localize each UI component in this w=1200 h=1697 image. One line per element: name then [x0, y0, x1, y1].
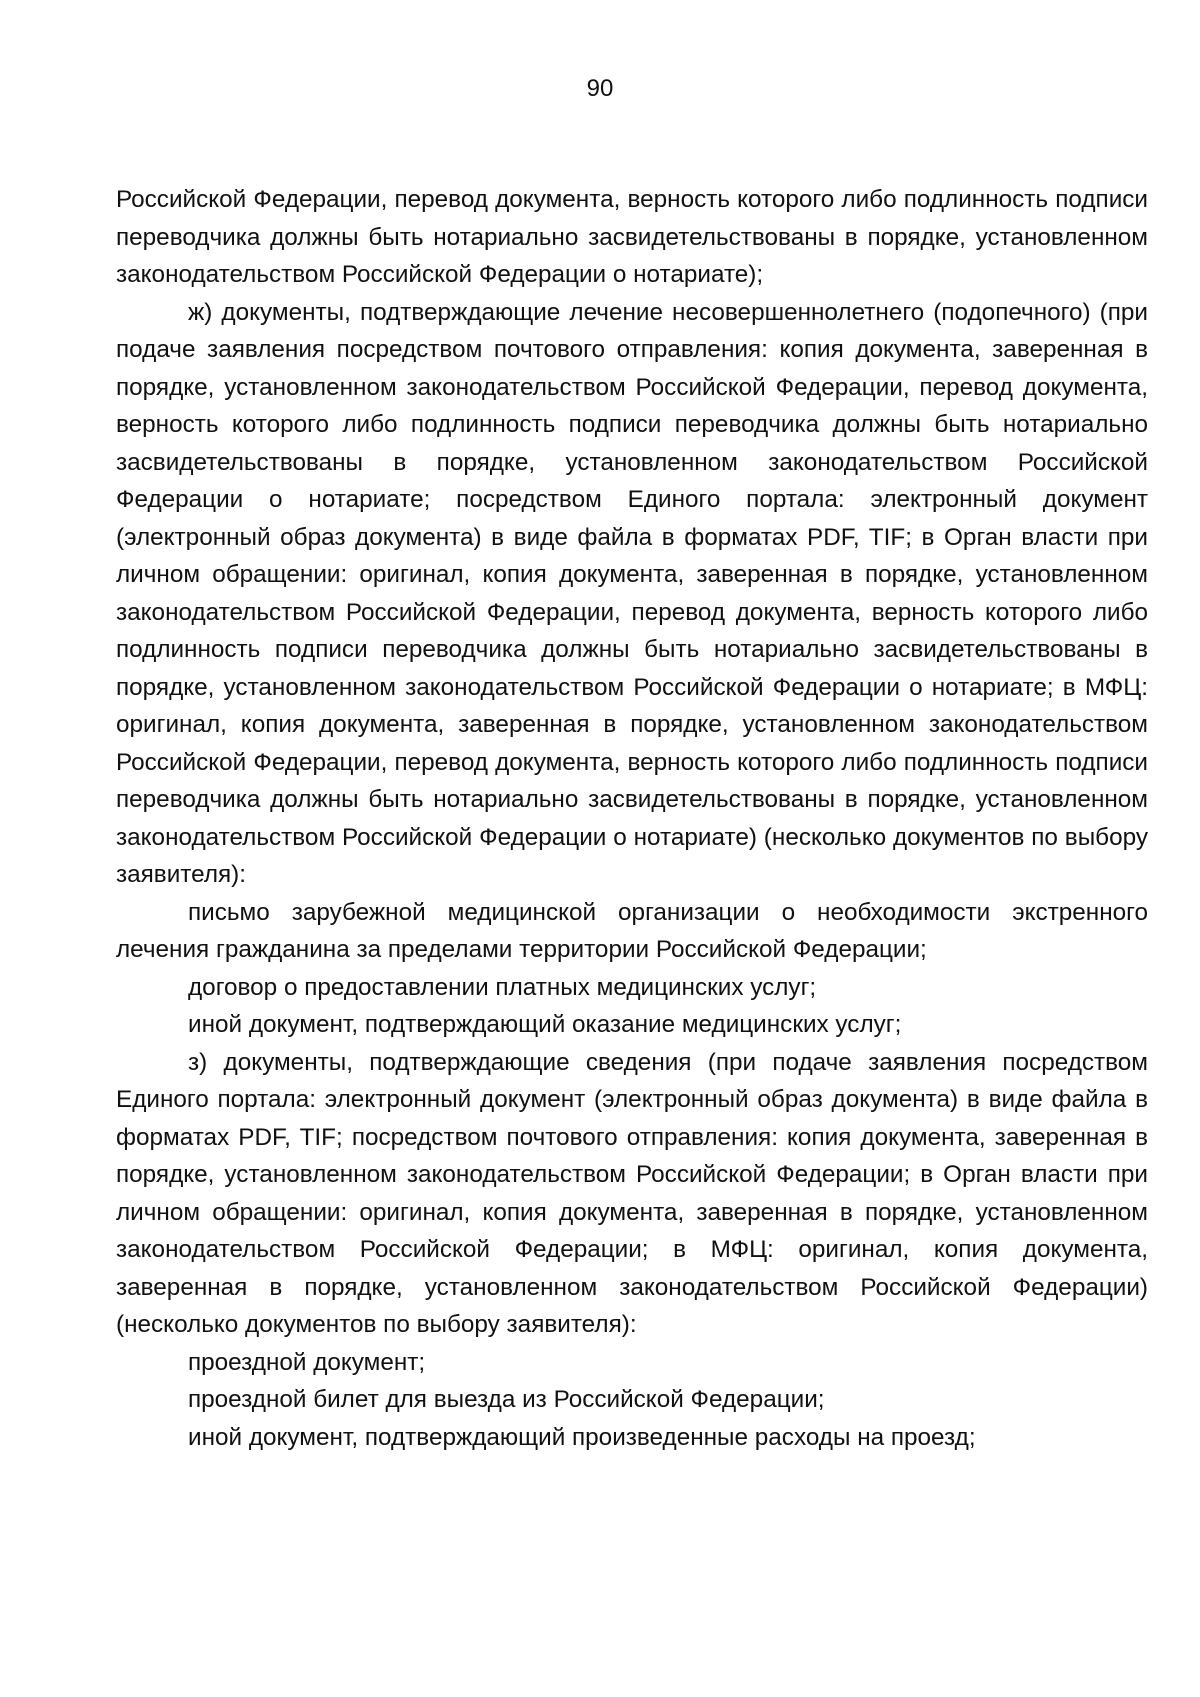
- list-item: иной документ, подтверждающий оказание медицинских услуг;: [188, 1011, 902, 1038]
- list-item: проездной документ;: [188, 1348, 426, 1376]
- list-item: письмо зарубежной медицинской организации о необходимости экстренного лечения гражданина за пределами территории Российской Федерации;: [116, 898, 1148, 963]
- document-body: [116, 181, 1148, 1456]
- paragraph-item-z: з) документы, подтверждающие сведения (при подаче заявления посредством Единого портала: электронный документ (электронный образ документа) в виде файла в форматах PDF, TIF; посредством почтового отправления: копия документа, заверенная в порядке, установленном законодательством Российской Федерации; в Орган власти при личном обращении: оригинал, копия документа, заверенная в порядке, установленном законодательством Российской Федерации; в МФЦ: оригинал, копия документа, заверенная в порядке, установленном законодательством Российской Федерации) (несколько документов по выбору заявителя):: [116, 1048, 1148, 1338]
- list-item: проездной билет для выезда из Российской Федерации;: [188, 1386, 825, 1413]
- list-item: договор о предоставлении платных медицинских услуг;: [188, 973, 817, 1001]
- list-item: иной документ, подтверждающий произведенные расходы на проезд;: [188, 1423, 976, 1451]
- page-number: 90: [586, 75, 614, 102]
- paragraph: Российской Федерации, перевод документа, верность которого либо подлинность подписи переводчика должны быть нотариально засвидетельствованы в порядке, установленном законодательством Российской Федерации о нотариате);: [116, 186, 1148, 288]
- paragraph-item-zh: ж) документы, подтверждающие лечение несовершеннолетнего (подопечного) (при подаче заявления посредством почтового отправления: копия документа, заверенная в порядке, установленном законодательством Российской Федерации, перевод документа, верность которого либо подлинность подписи переводчика должны быть нотариально засвидетельствованы в порядке, установленном законодательством Российской Федерации о нотариате; посредством Единого портала: электронный документ (электронный образ документа) в виде файла в форматах PDF, TIF; в Орган власти при личном обращении: оригинал, копия документа, заверенная в порядке, установленном законодательством Российской Федерации, перевод документа, верность которого либо подлинность подписи переводчика должны быть нотариально засвидетельствованы в порядке, установленном законодательством Российской Федерации о нотариате; в МФЦ: оригинал, копия документа, заверенная в порядке, установленном законодательством Российской Федерации, перевод документа, верность которого либо подлинность подписи переводчика должны быть нотариально засвидетельствованы в порядке, установленном законодательством Российской Федерации о нотариате) (несколько документов по выбору заявителя):: [116, 298, 1148, 888]
